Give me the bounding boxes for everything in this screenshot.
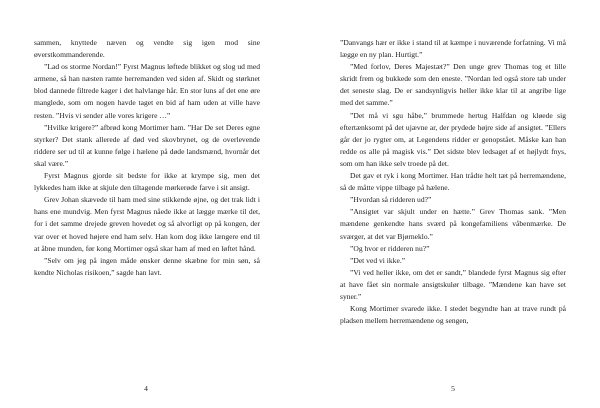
paragraph: ”Hvordan så ridderen ud?” [350,195,432,205]
paragraph: ”Lad os storme Nordan!” Fyrst Magnus løftede blikket og slog ud med armene, så han næsten ramte herremanden ved siden af. Skidt og størknet blod dannede filtrede kager i det halvlange hår. En stor luns af det ene øre manglede, som om nogen havde taget en bid af ham uden at ville have resten. ”Hvis vi sender alle vores krigere …” [34,62,260,120]
paragraph: ”Hvilke krigere?” afbrød kong Mortimer ham. ”Har De set Deres egne styrker? Det stank allerede af død ved skovbrynet, og de overlevende riddere ser ud til at kunne følge i hælene på døde landsmænd, hvornår det skal være.” [34,122,260,168]
paragraph: ”Det må vi sgu håbe,” brummede hertug Halfdan og kløede sig eftertænksomt på det ujævne ar, der prydede højre side af ansigtet. ”Ellers går der jo rygter om, at Legendens ridder er genopstået. Måske kan han redde os alle på magisk vis.” Det sidste blev ledsaget af et højlydt fnys, som om han ikke selv troede på det. [340,110,566,168]
right-page [340,37,566,327]
paragraph: sammen, knyttede næven og vendte sig igen mod sine øverstkommanderende. [34,38,260,60]
paragraph: ”Og hvor er ridderen nu?” [350,243,430,253]
paragraph: ”Med forlov, Deres Majestæt?” Den unge grev Thomas tog et lille skridt frem og bukkede som den eneste. ”Nordan led også store tab under det seneste slag. De er sandsynligvis heller ikke klar til at angribe lige med det samme.” [340,62,566,108]
right-page-number: 5 [451,384,455,393]
paragraph: ”Danvangs hær er ikke i stand til at kæmpe i nuværende forfatning. Vi må lægge en ny plan. Hurtigt.” [340,38,566,60]
paragraph: Fyrst Magnus gjorde sit bedste for ikke at krympe sig, men det lykkedes ham ikke at skjule den tiltagende mørkerøde farve i sit ansigt. [34,171,260,193]
paragraph: ”Vi ved heller ikke, om det er sandt,” blandede fyrst Magnus sig efter at have fået sin normale ansigtskulør tilbage. ”Mændene kan have set syner.” [340,267,566,301]
left-page-number: 4 [144,384,148,393]
left-page [34,37,260,279]
paragraph: Grev Johan skævede til ham med sine stikkende øjne, og det trak lidt i hans ene mundvig. Men fyrst Magnus nåede ikke at lægge mærke til det, for i det samme drejede greven hovedet og så alvorligt op på kongen, der var over et hoved højere end ham selv. Han kom dog ikke længere end til at åbne munden, før kong Mortimer også skar ham af med en løftet hånd. [34,195,260,253]
paragraph: ”Selv om jeg på ingen måde ønsker denne skæbne for min søn, så kendte Nicholas risikoen,” sagde han lavt. [34,255,260,277]
paragraph: Det gav et ryk i kong Mortimer. Han trådte helt tæt på herremændene, så de måtte vippe tilbage på hælene. [340,171,566,193]
paragraph: ”Ansigtet var skjult under en hætte.” Grev Thomas sank. ”Men mændene genkendte hans sværd på kongefamiliens våbenmærke. De sværger, at det var Bjørneklo.” [340,207,566,241]
paragraph: ”Det ved vi ikke.” [350,255,406,265]
paragraph: Kong Mortimer svarede ikke. I stedet begyndte han at trave rundt på pladsen mellem herremændene og sengen, [340,304,566,326]
